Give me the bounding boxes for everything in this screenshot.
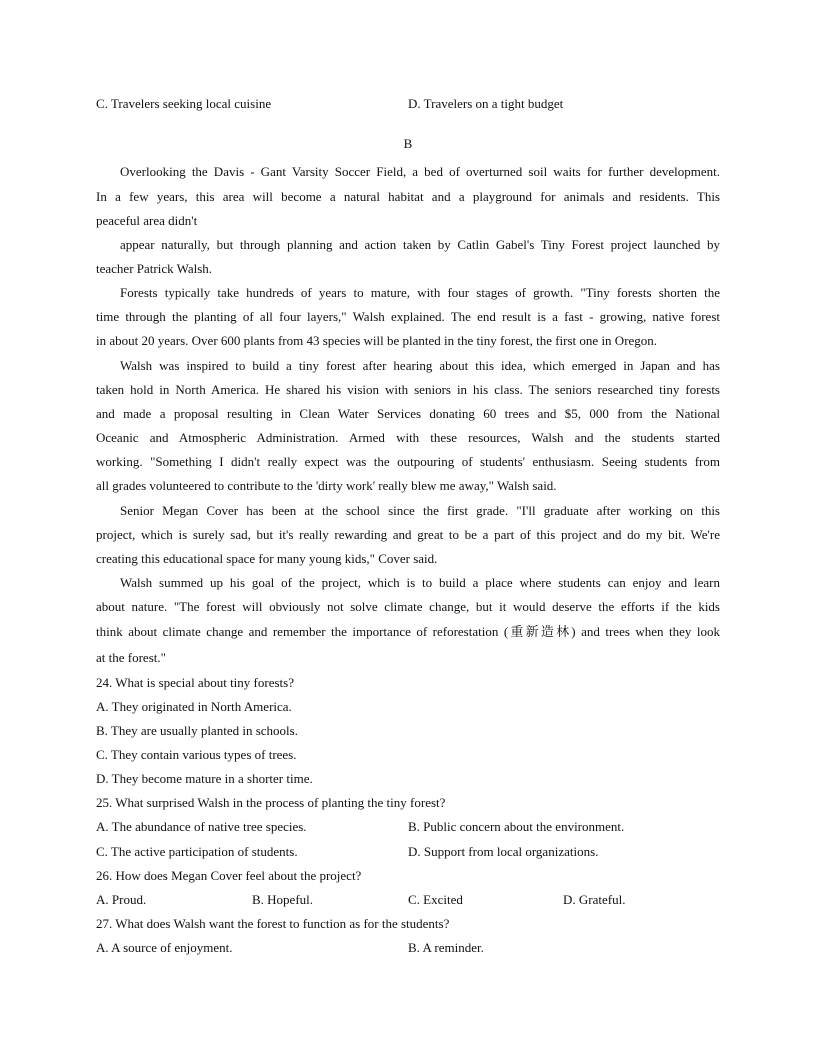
question-26-option-b: B. Hopeful. (252, 892, 314, 907)
passage-line: appear naturally, but through planning and action taken by Catlin Gabel's Tiny Forest project launched by (120, 237, 720, 252)
passage-line: teacher Patrick Walsh. (96, 261, 213, 276)
question-26-stem: 26. How does Megan Cover feel about the project? (96, 868, 362, 883)
passage-line: about nature. "The forest will obviously not solve climate change, but it would deserve the efforts if the kids (96, 599, 720, 614)
section-heading: B (403, 136, 413, 151)
passage-line: Forests typically take hundreds of years to mature, with four stages of growth. "Tiny forests shorten the (120, 285, 720, 300)
question-25-option-b: B. Public concern about the environment. (408, 819, 625, 834)
question-27-option-a: A. A source of enjoyment. (96, 940, 233, 955)
question-26-option-a: A. Proud. (96, 892, 147, 907)
passage-line: time through the planting of all four layers," Walsh explained. The end result is a fast - growing, native forest (96, 309, 720, 324)
passage-line: working. "Something I didn't really expect was the outpouring of students' enthusiasm. Seeing students from (96, 454, 720, 469)
question-25-option-d: D. Support from local organizations. (408, 844, 599, 859)
passage-line: Senior Megan Cover has been at the school since the first grade. "I'll graduate after working on this (120, 503, 720, 518)
question-25-option-a: A. The abundance of native tree species. (96, 819, 307, 834)
question-27-option-b: B. A reminder. (408, 940, 484, 955)
question-24-option-a: A. They originated in North America. (96, 699, 292, 714)
passage-line: all grades volunteered to contribute to the 'dirty work' really blew me away," Walsh said. (96, 478, 557, 493)
passage-line: taken hold in North America. He shared his vision with seniors in his class. The seniors researched tiny forests (96, 382, 720, 397)
passage-line: In a few years, this area will become a natural habitat and a playground for animals and residents. This (96, 189, 720, 204)
previous-options-row-d (408, 96, 563, 112)
passage-line: peaceful area didn't (96, 213, 198, 228)
passage-line: creating this educational space for many young kids," Cover said. (96, 551, 438, 566)
passage-line: Walsh summed up his goal of the project, which is to build a place where students can enjoy and learn (120, 575, 720, 590)
passage-line: Oceanic and Atmospheric Administration. Armed with these resources, Walsh and the students started (96, 430, 720, 445)
question-26-option-c: C. Excited (408, 892, 463, 907)
passage-line: Overlooking the Davis - Gant Varsity Soccer Field, a bed of overturned soil waits for further development. (120, 164, 720, 179)
passage-line: Walsh was inspired to build a tiny forest after hearing about this idea, which emerged in Japan and has (120, 358, 720, 373)
question-25-stem: 25. What surprised Walsh in the process of planting the tiny forest? (96, 795, 446, 810)
passage-line: and made a proposal resulting in Clean Water Services donating 60 trees and $5, 000 from the National (96, 406, 720, 421)
question-24-option-d: D. They become mature in a shorter time. (96, 771, 313, 786)
question-27-stem: 27. What does Walsh want the forest to function as for the students? (96, 916, 450, 931)
passage-line: think about climate change and remember the importance of reforestation (重新造林) and trees when they look (96, 624, 720, 639)
previous-options-row (96, 96, 271, 112)
question-25-option-c: C. The active participation of students. (96, 844, 298, 859)
passage-line: project, which is surely sad, but it's really rewarding and great to be a part of this project and do my bit. We're (96, 527, 720, 542)
option-d-prev: D. Travelers on a tight budget (408, 96, 564, 111)
passage-line: in about 20 years. Over 600 plants from 43 species will be planted in the tiny forest, the first one in Oregon. (96, 333, 658, 348)
option-c-prev: C. Travelers seeking local cuisine (96, 96, 272, 111)
question-24-stem: 24. What is special about tiny forests? (96, 675, 294, 690)
question-26-option-d: D. Grateful. (563, 892, 626, 907)
passage-line: at the forest." (96, 650, 166, 665)
question-24-option-b: B. They are usually planted in schools. (96, 723, 298, 738)
question-24-option-c: C. They contain various types of trees. (96, 747, 297, 762)
